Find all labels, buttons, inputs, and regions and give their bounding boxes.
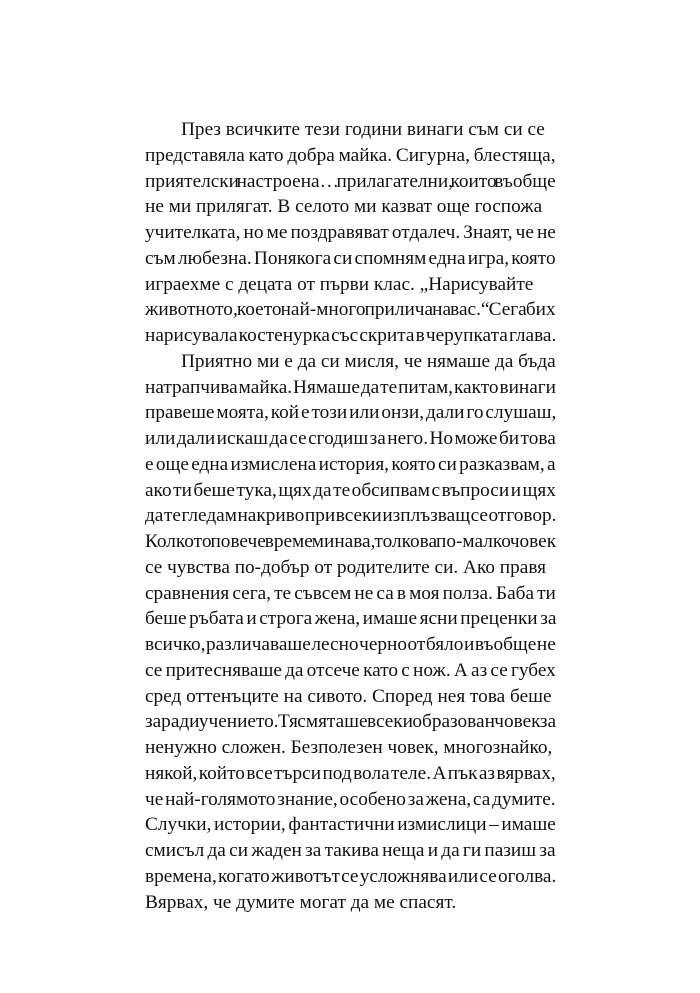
text-line: или дали искаш да се сгодиш за него. Но може би това [145,428,556,449]
text-line: заради учението. Тя смяташе всеки образован човек за [145,711,557,733]
body-text [145,117,556,915]
text-line: Колкото повече време минава, толкова по-малко човек [145,531,557,552]
text-line: представяла като добра майка. Сигурна, блестяща, [145,144,556,166]
text-line: нарисувала костенурка със скрита в черупката глава. [145,325,557,346]
text-line: Случки, истории, фантастични измислици – имаше [145,814,556,836]
text-line: ненужно сложен. Безполезен човек, многознайко, [145,737,553,758]
text-line: ако ти беше тука, щях да те обсипвам с въпроси и щях [145,479,556,501]
text-line: не ми прилягат. В селото ми казват още госпожа [145,196,543,218]
paragraph-1 [145,117,556,349]
text-line: Приятно ми е да си мисля, че нямаше да бъда [181,350,556,372]
text-line: сравнения сега, те съвсем не са в моя полза. Баба ти [145,582,556,604]
text-line: учителката, но ме поздравяват отдалеч. Знаят, че не [145,222,556,243]
text-line: съм любезна. Понякога си спомням една игра, която [145,247,556,269]
text-line: се чувства по-добър от родителите си. Ако правя [145,556,547,578]
text-line: времена, когато животът се усложнява или се оголва. [145,865,557,887]
text-line: че най-голямото знание, особено за жена, са думите. [145,788,556,810]
text-line: сред оттенъците на сивото. Според нея това беше [145,685,552,707]
text-line: се притесняваше да отсече като с нож. А аз се губех [145,659,556,681]
text-line: беше ръбата и строга жена, имаше ясни преценки за [145,608,557,630]
text-line: правеше моята, кой е този или онзи, дали го слушаш, [145,402,557,424]
text-line: всичко, различаваше лесно черно от бяло и въобще не [145,634,556,655]
text-line: някой, който все търси под вола теле. А пък аз вярвах, [145,762,556,784]
text-line: приятелски настроена… прилагателни, които въобще [145,170,556,192]
text-line: е още една измислена история, която си разказвам, а [145,453,556,475]
text-line: да те гледам накриво при всеки изплъзващ се отговор. [145,505,557,527]
text-line: животното, което най-много прилича на вас.“ Сега бих [145,299,556,321]
text-line: През всичките тези години винаги съм си се [181,119,545,140]
text-line: Вярвах, че думите могат да ме спасят. [145,891,457,913]
text-line: смисъл да си жаден за такива неща и да ги пазиш за [145,840,556,861]
text-line: натрапчива майка. Нямаше да те питам, както винаги [145,376,556,398]
paragraph-2 [145,349,556,916]
text-line: играехме с децата от първи клас. „Нарисувайте [145,273,534,295]
